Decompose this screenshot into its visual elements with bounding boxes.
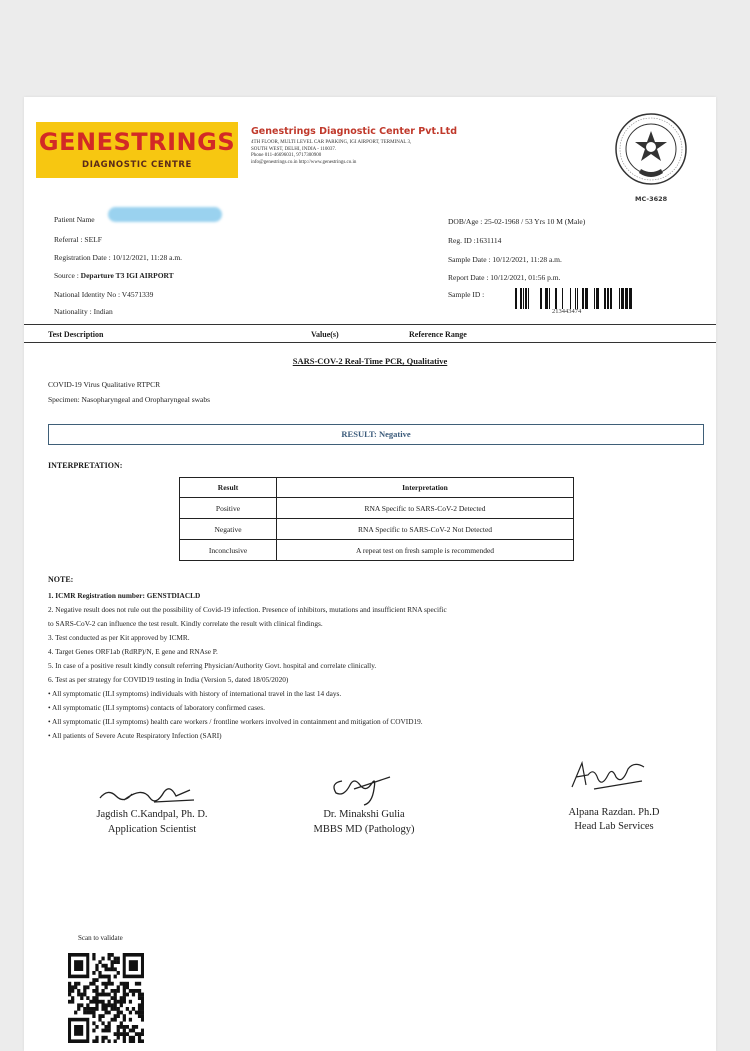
row-interpretation: RNA Specific to SARS-CoV-2 Not Detected (277, 519, 574, 540)
note-line: • All symptomatic (ILI symptoms) contacts of laboratory confirmed cases. (48, 703, 265, 712)
divider (24, 342, 716, 343)
signatory-name: Alpana Razdan. Ph.D (568, 807, 660, 818)
registration-date: Registration Date : 10/12/2021, 11:28 a.m. (54, 253, 183, 262)
header-interpretation: Interpretation (277, 478, 574, 498)
test-name: COVID-19 Virus Qualitative RTPCR (48, 380, 161, 389)
interpretation-table (179, 477, 574, 561)
table-row (180, 498, 574, 519)
row-result: Positive (180, 498, 277, 519)
table-header-row (180, 478, 574, 498)
source-value: Departure T3 IGI AIRPORT (80, 271, 174, 280)
table-row (180, 519, 574, 540)
report-date: Report Date : 10/12/2021, 01:56 p.m. (448, 273, 561, 282)
result-box: RESULT: Negative (48, 424, 704, 445)
col-values: Value(s) (311, 330, 339, 339)
scan-to-validate-label: Scan to validate (78, 934, 123, 942)
specimen: Specimen: Nasopharyngeal and Oropharyngeal swabs (48, 395, 211, 404)
sample-barcode (515, 288, 635, 309)
note-line: to SARS-CoV-2 can influence the test result. Kindly correlate the result with clinical findings. (48, 619, 323, 628)
seal-code: MC-3628 (635, 195, 668, 203)
note-heading: NOTE: (48, 575, 74, 584)
test-title: SARS-COV-2 Real-Time PCR, Qualitative (292, 356, 448, 366)
address-line: 4TH FLOOR, MULTI LEVEL CAR PARKING, IGI AIRPORT, TERMINAL 3, (251, 140, 412, 145)
address-line: Phone 011-46696031, 9717300900 (251, 153, 322, 159)
logo-subtitle: DIAGNOSTIC CENTRE (82, 160, 192, 170)
col-reference-range: Reference Range (409, 330, 467, 339)
row-interpretation: RNA Specific to SARS-CoV-2 Detected (277, 498, 574, 519)
note-line: 3. Test conducted as per Kit approved by ICMR. (48, 633, 190, 642)
redaction-mark (108, 207, 222, 222)
signatory-name: Dr. Minakshi Gulia (323, 809, 405, 820)
note-line: 1. ICMR Registration number: GENSTDIACLD (48, 591, 201, 600)
header-result: Result (180, 478, 277, 498)
dob-age: DOB/Age : 25-02-1968 / 53 Yrs 10 M (Male) (448, 217, 586, 226)
reg-id: Reg. ID :1631114 (448, 236, 502, 245)
genestrings-logo (36, 122, 238, 178)
national-id: National Identity No : V4571339 (54, 290, 154, 299)
nationality: Nationality : Indian (54, 307, 113, 316)
note-line: 4. Target Genes ORF1ab (RdRP)/N, E gene and RNAse P. (48, 647, 218, 656)
signature-gulia (324, 767, 404, 811)
col-test-description: Test Description (48, 330, 104, 339)
row-interpretation: A repeat test on fresh sample is recommended (277, 540, 574, 561)
source (54, 271, 174, 280)
address-line: SOUTH WEST, DELHI, INDIA - 110037. (251, 146, 337, 152)
sample-date: Sample Date : 10/12/2021, 11:28 a.m. (448, 255, 562, 264)
company-address (251, 140, 511, 166)
source-label: Source : (54, 271, 81, 280)
note-line: • All symptomatic (ILI symptoms) health care workers / frontline workers involved in containment and mitigation of COVID19. (48, 717, 423, 726)
sample-id-number: 213443474 (552, 308, 582, 315)
accreditation-seal-icon (613, 111, 689, 187)
table-row (180, 540, 574, 561)
note-line: 2. Negative result does not rule out the possibility of Covid-19 infection. Presence of inhibitors, mutations and insufficient RNA specific (48, 605, 447, 614)
signatory-title: Application Scientist (107, 824, 197, 835)
note-line: • All patients of Severe Acute Respiratory Infection (SARI) (48, 731, 222, 740)
patient-name-label: Patient Name (54, 215, 95, 224)
interpretation-heading: INTERPRETATION: (48, 461, 123, 470)
qr-code-icon[interactable] (68, 953, 144, 1043)
signatory-title: Head Lab Services (574, 821, 654, 832)
row-result: Negative (180, 519, 277, 540)
report-page (24, 97, 716, 1051)
divider (24, 324, 716, 325)
address-line: info@genestrings.co.in http://www.genestrings.co.in (251, 159, 357, 165)
signatory-title: MBBS MD (Pathology) (313, 824, 415, 835)
note-line: • All symptomatic (ILI symptoms) individuals with history of international travel in the last 14 days. (48, 689, 342, 698)
signature-kandpal (94, 780, 204, 810)
note-line: 5. In case of a positive result kindly consult referring Physician/Authority Govt. hospital and correlate clinically. (48, 661, 377, 670)
note-line: 6. Test as per strategy for COVID19 testing in India (Version 5, dated 18/05/2020) (48, 675, 289, 684)
signatory-name: Jagdish C.Kandpal, Ph. D. (96, 809, 208, 820)
sample-id-label: Sample ID : (448, 290, 485, 299)
logo-brand: GENESTRINGS (38, 128, 236, 156)
referral: Referral : SELF (54, 235, 102, 244)
company-name: Genestrings Diagnostic Center Pvt.Ltd (251, 126, 457, 137)
signature-razdan (564, 757, 654, 797)
row-result: Inconclusive (180, 540, 277, 561)
